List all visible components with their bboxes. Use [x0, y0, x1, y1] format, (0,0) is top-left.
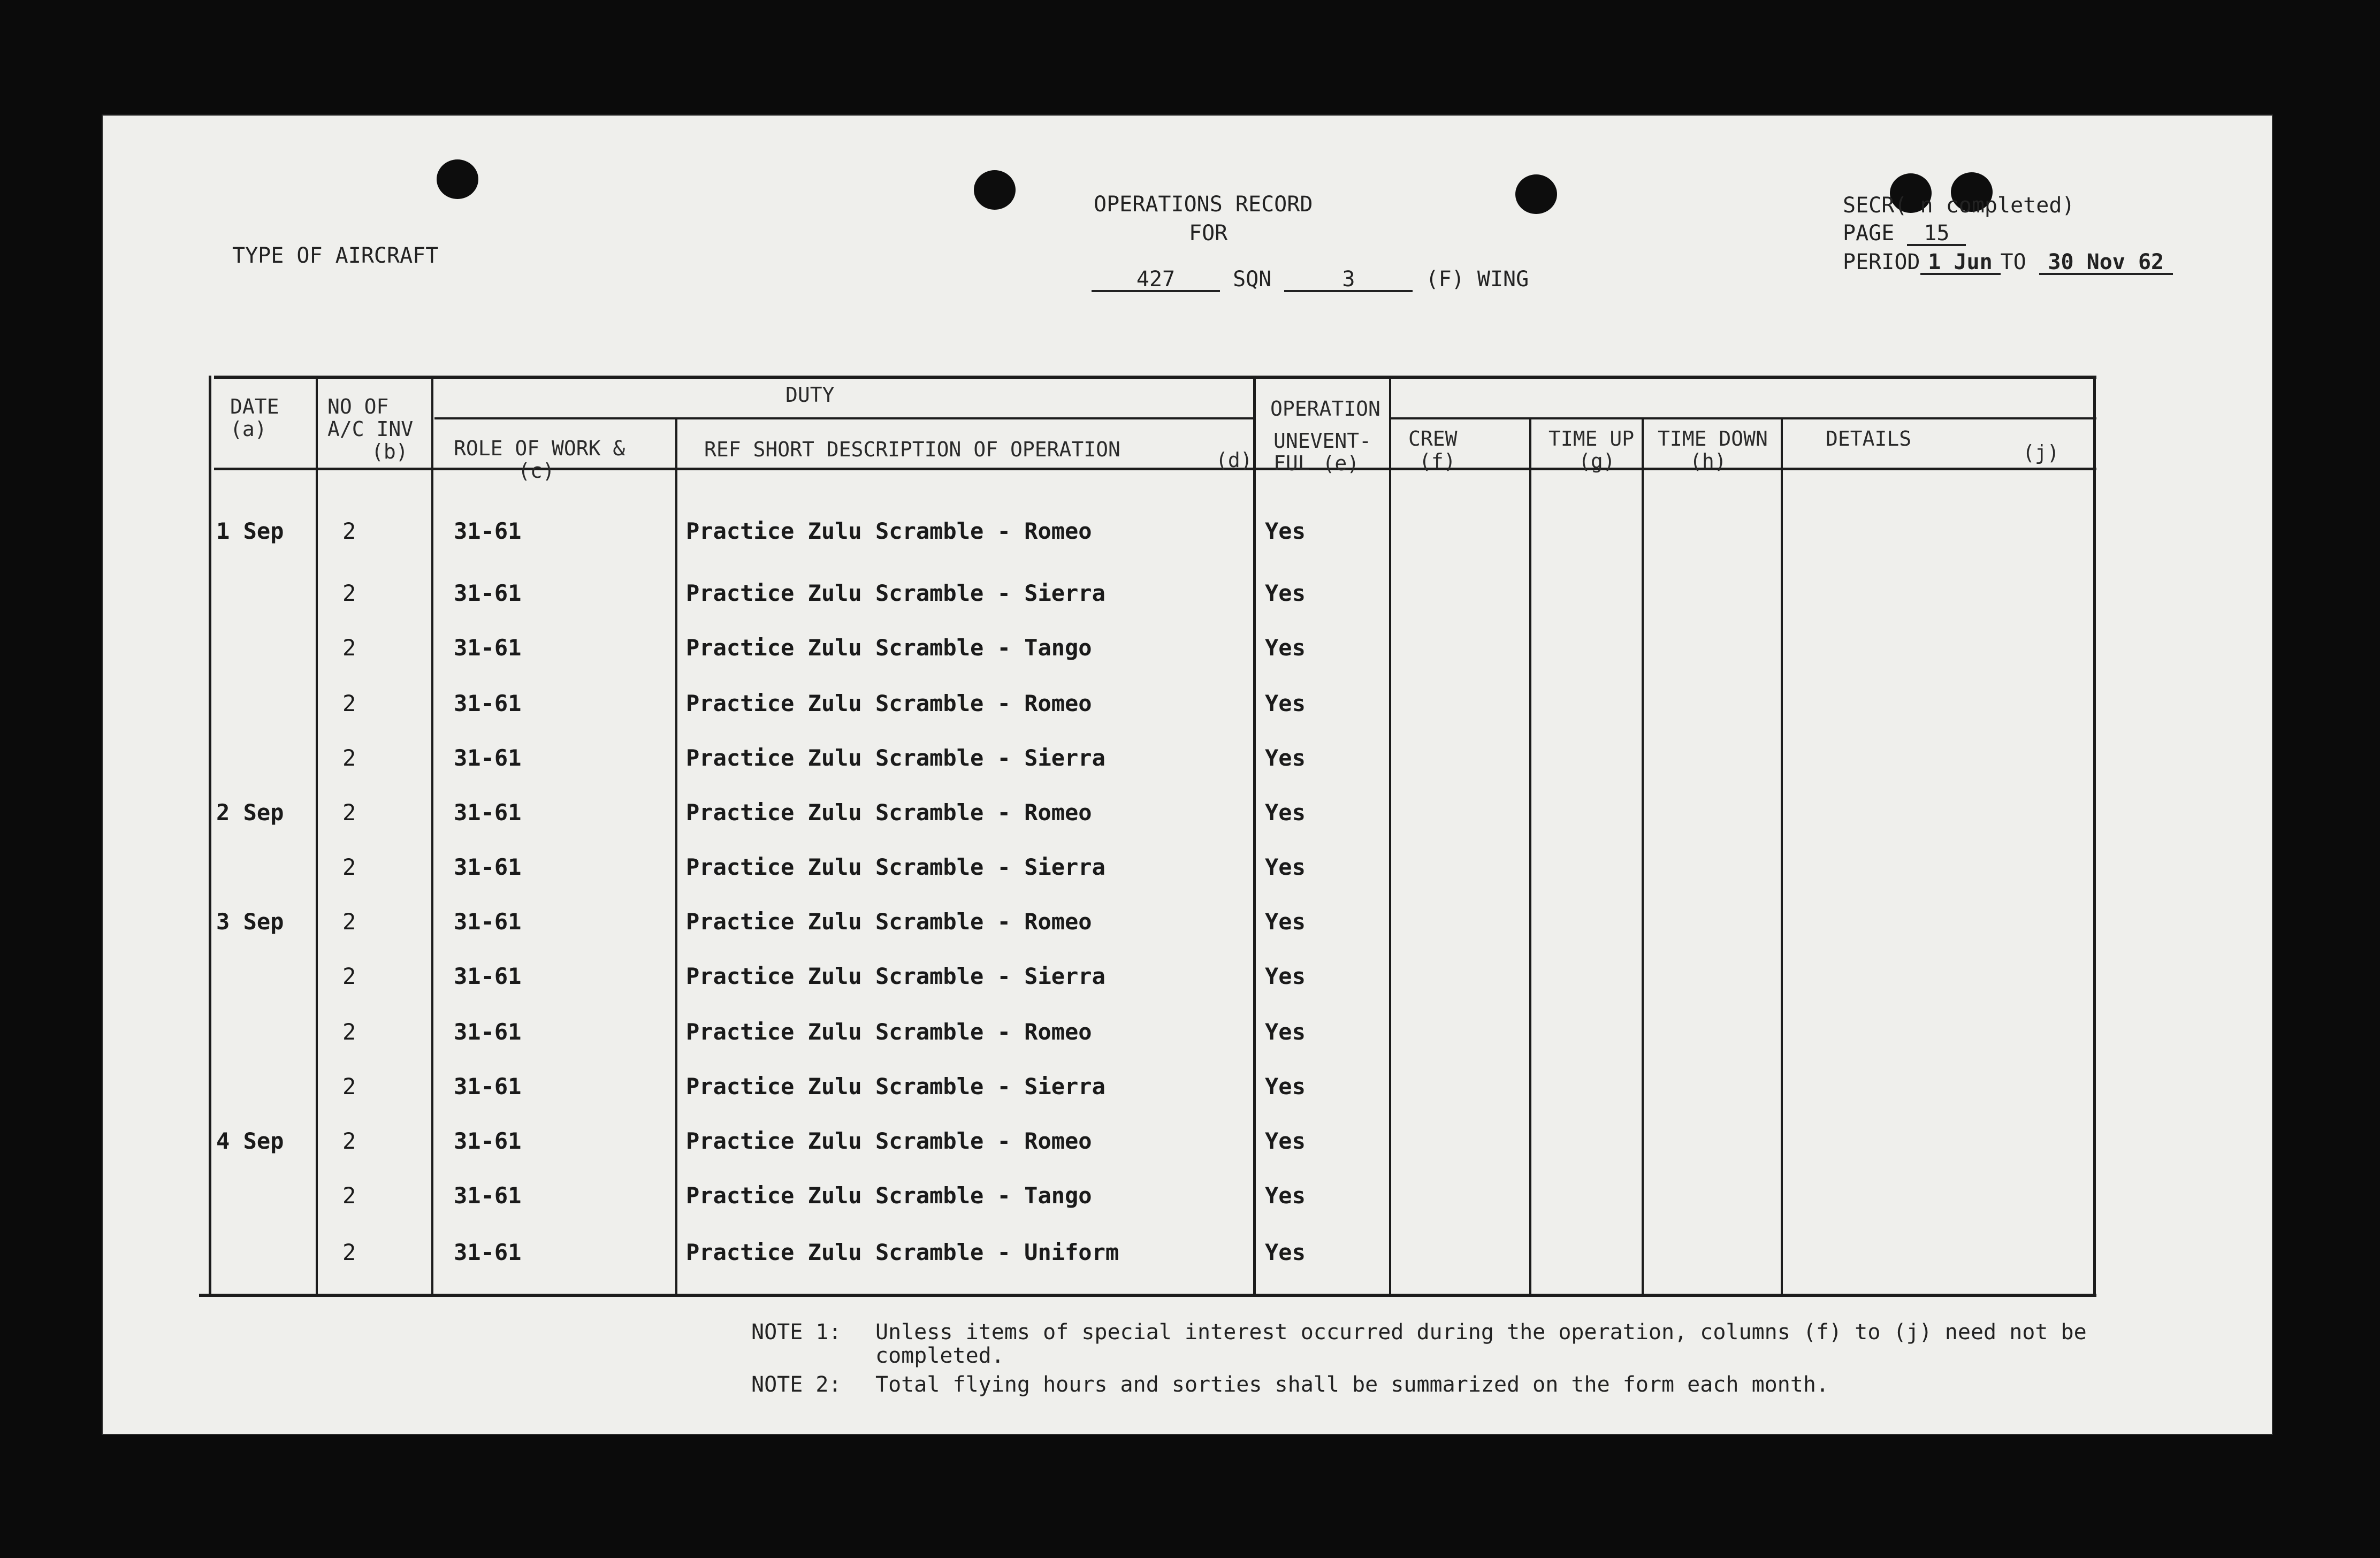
row-role: 31-61	[454, 1073, 522, 1099]
row-description: Practice Zulu Scramble - Romeo	[686, 799, 1092, 826]
row-uneventful: Yes	[1265, 745, 1306, 771]
row-ac-count: 2	[342, 1128, 356, 1154]
col-header-date: DATE (a)	[230, 395, 279, 441]
squadron-label: SQN	[1233, 267, 1272, 292]
row-uneventful: Yes	[1265, 963, 1306, 989]
row-ac-count: 2	[342, 854, 356, 880]
row-ac-count: 2	[342, 745, 356, 771]
row-role: 31-61	[454, 799, 522, 826]
type-of-aircraft-label: TYPE OF AIRCRAFT	[232, 243, 439, 268]
row-description: Practice Zulu Scramble - Uniform	[686, 1239, 1119, 1265]
row-ac-count: 2	[342, 963, 356, 989]
wing-number: 3	[1284, 269, 1413, 292]
row-description: Practice Zulu Scramble - Tango	[686, 1182, 1092, 1209]
wing-label: (F) WING	[1425, 267, 1529, 292]
row-role: 31-61	[454, 1239, 522, 1265]
row-date: 4 Sep	[216, 1128, 284, 1154]
col-header-ac: NO OF A/C INV (b)	[327, 395, 414, 463]
squadron-line	[1092, 269, 1529, 292]
squadron-number: 427	[1092, 269, 1220, 292]
col-header-duty: DUTY	[785, 383, 835, 407]
row-uneventful: Yes	[1265, 799, 1306, 826]
record-sheet	[103, 116, 2272, 1434]
col-header-time-up: TIME UP (g)	[1548, 427, 1635, 473]
row-description: Practice Zulu Scramble - Romeo	[686, 908, 1092, 935]
row-role: 31-61	[454, 745, 522, 771]
row-uneventful: Yes	[1265, 1019, 1306, 1045]
page-label: PAGE	[1843, 221, 1895, 246]
punch-hole	[437, 159, 478, 199]
col-header-uneventful: UNEVENT- FUL (e)	[1273, 429, 1372, 475]
row-description: Practice Zulu Scramble - Sierra	[686, 580, 1105, 606]
page-line	[1843, 223, 1966, 246]
row-role: 31-61	[454, 690, 522, 716]
row-date: 3 Sep	[216, 908, 284, 935]
row-description: Practice Zulu Scramble - Romeo	[686, 1128, 1092, 1154]
row-role: 31-61	[454, 635, 522, 661]
period-to: 30 Nov 62	[2039, 251, 2173, 275]
row-role: 31-61	[454, 854, 522, 880]
row-role: 31-61	[454, 1182, 522, 1209]
row-date: 2 Sep	[216, 799, 284, 826]
row-uneventful: Yes	[1265, 908, 1306, 935]
col-header-crew: CREW (f)	[1408, 427, 1458, 473]
col-header-ref: REF SHORT DESCRIPTION OF OPERATION	[704, 438, 1120, 461]
col-divider-time-up	[1642, 417, 1644, 1296]
row-ac-count: 2	[342, 635, 356, 661]
row-date: 1 Sep	[216, 518, 284, 544]
page-number: 15	[1907, 223, 1966, 246]
row-role: 31-61	[454, 1019, 522, 1045]
row-role: 31-61	[454, 518, 522, 544]
col-header-ref-letter: (d)	[1216, 448, 1253, 472]
note-2-text: Total flying hours and sorties shall be summarized on the form each month.	[875, 1372, 1829, 1397]
table-top-rule	[214, 376, 2096, 379]
row-ac-count: 2	[342, 518, 356, 544]
row-uneventful: Yes	[1265, 1073, 1306, 1099]
note-1-text: Unless items of special interest occurred during the operation, columns (f) to (j) need not be completed.	[875, 1320, 2087, 1368]
period-line	[1843, 251, 2173, 275]
row-description: Practice Zulu Scramble - Romeo	[686, 1019, 1092, 1045]
row-uneventful: Yes	[1265, 690, 1306, 716]
col-header-time-down: TIME DOWN (h)	[1658, 427, 1768, 473]
row-uneventful: Yes	[1265, 1239, 1306, 1265]
row-uneventful: Yes	[1265, 518, 1306, 544]
row-description: Practice Zulu Scramble - Romeo	[686, 518, 1092, 544]
row-description: Practice Zulu Scramble - Sierra	[686, 963, 1105, 989]
form-title-for: FOR	[1189, 221, 1228, 246]
row-role: 31-61	[454, 963, 522, 989]
row-role: 31-61	[454, 580, 522, 606]
row-description: Practice Zulu Scramble - Sierra	[686, 745, 1105, 771]
row-ac-count: 2	[342, 1073, 356, 1099]
row-ac-count: 2	[342, 1239, 356, 1265]
period-from: 1 Jun	[1920, 251, 2001, 275]
row-uneventful: Yes	[1265, 854, 1306, 880]
operation-subheader-rule	[1389, 417, 2096, 419]
col-header-details-letter: (j)	[2023, 441, 2059, 464]
row-role: 31-61	[454, 908, 522, 935]
row-uneventful: Yes	[1265, 1128, 1306, 1154]
row-uneventful: Yes	[1265, 1182, 1306, 1209]
col-divider-date	[316, 376, 318, 1296]
row-uneventful: Yes	[1265, 635, 1306, 661]
row-description: Practice Zulu Scramble - Tango	[686, 635, 1092, 661]
row-uneventful: Yes	[1265, 580, 1306, 606]
note-2-label: NOTE 2:	[751, 1372, 842, 1397]
row-role: 31-61	[454, 1128, 522, 1154]
col-header-details: DETAILS	[1826, 427, 1912, 450]
period-label: PERIOD	[1843, 250, 1920, 274]
row-description: Practice Zulu Scramble - Sierra	[686, 1073, 1105, 1099]
duty-subheader-rule	[434, 417, 1253, 419]
row-description: Practice Zulu Scramble - Romeo	[686, 690, 1092, 716]
table-left-border	[209, 376, 211, 1296]
table-right-border	[2093, 376, 2096, 1296]
row-ac-count: 2	[342, 1182, 356, 1209]
row-ac-count: 2	[342, 799, 356, 826]
col-divider-crew	[1529, 417, 1531, 1296]
col-divider-duty	[1253, 376, 1256, 1296]
col-divider-uneventful	[1389, 376, 1391, 1296]
security-classification: SECR( n completed)	[1843, 193, 2075, 218]
note-1-label: NOTE 1:	[751, 1320, 842, 1345]
row-ac-count: 2	[342, 690, 356, 716]
col-header-operation: OPERATION	[1270, 397, 1380, 421]
table-bottom-rule	[199, 1294, 2096, 1297]
row-ac-count: 2	[342, 1019, 356, 1045]
col-divider-role	[675, 417, 677, 1296]
col-divider-ac	[431, 376, 433, 1296]
row-description: Practice Zulu Scramble - Sierra	[686, 854, 1105, 880]
period-to-label: TO	[2000, 250, 2026, 274]
col-header-role: ROLE OF WORK & (c)	[454, 437, 625, 483]
punch-hole	[1515, 174, 1557, 214]
row-ac-count: 2	[342, 908, 356, 935]
row-ac-count: 2	[342, 580, 356, 606]
form-title: OPERATIONS RECORD	[1094, 192, 1313, 217]
col-divider-time-down	[1781, 417, 1783, 1296]
punch-hole	[974, 170, 1016, 210]
